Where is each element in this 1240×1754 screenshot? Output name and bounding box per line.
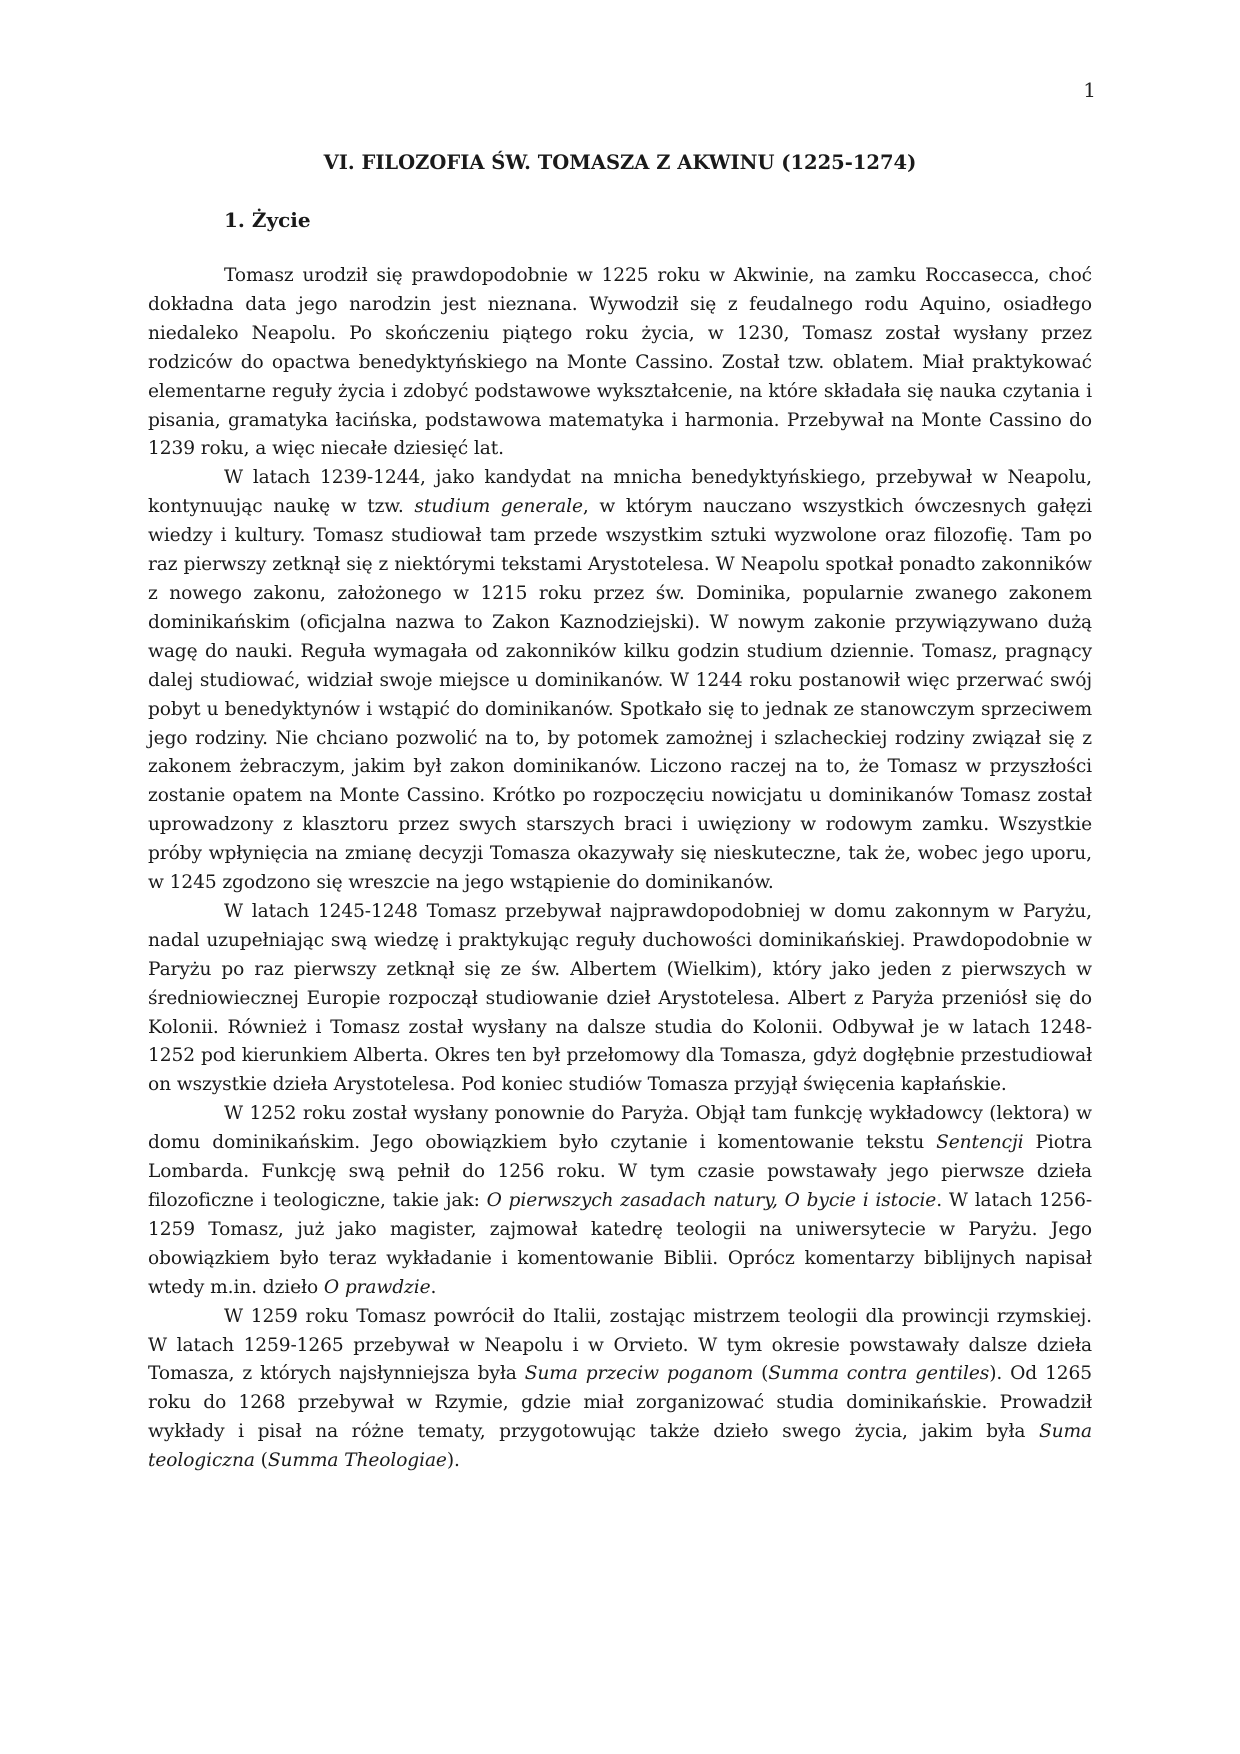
paragraph-text: W latach 1239-1244, jako kandydat na mnicha benedyktyńskiego, przebywał w Neapolu, kontynuując naukę w tzw. xyxy=(148,467,1092,518)
paragraph-text: ). xyxy=(446,1450,460,1472)
paragraph-text: ( xyxy=(254,1450,268,1472)
italic-text: Summa contra gentiles xyxy=(768,1363,990,1385)
paragraph-text: W 1252 roku został wysłany ponownie do Paryża. Objął tam funkcję wykładowcy (lektora) w domu dominikańskim. Jego obowiązkiem było czytanie i komentowanie tekstu xyxy=(148,1103,1092,1154)
paragraph xyxy=(148,1100,1092,1302)
paragraph-text: Tomasz urodził się prawdopodobnie w 1225 roku w Akwinie, na zamku Roccasecca, choć dokładna data jego narodzin jest nieznana. Wywodził się z feudalnego rodu Aquino, osiadłego niedaleko Neapolu. Po skończeniu piątego roku życia, w 1230, Tomasz został wysłany przez rodziców do opactwa benedyktyńskiego na Monte Cassino. Został tzw. oblatem. Miał praktykować elementarne reguły życia i zdobyć podstawowe wykształcenie, na które składała się nauka czytania i pisania, gramatyka łacińska, podstawowa matematyka i harmonia. Przebywał na Monte Cassino do 1239 roku, a więc niecałe dziesięć lat. xyxy=(148,265,1092,460)
paragraph-text: . xyxy=(430,1276,437,1298)
paragraph-text: W latach 1245-1248 Tomasz przebywał najprawdopodobniej w domu zakonnym w Paryżu, nadal uzupełniając swą wiedzę i praktykując reguły duchowości dominikańskiej. Prawdopodobnie w Paryżu po raz pierwszy zetknął się ze św. Albertem (Wielkim), który jako jeden z pierwszych w średniowiecznej Europie rozpoczął studiowanie dzieł Arystotelesa. Albert z Paryża przeniósł się do Kolonii. Również i Tomasz został wysłany na dalsze studia do Kolonii. Odbywał je w latach 1248-1252 pod kierunkiem Alberta. Okres ten był przełomowy dla Tomasza, gdyż dogłębnie przestudiował on wszystkie dzieła Arystotelesa. Pod koniec studiów Tomasza przyjął święcenia kapłańskie. xyxy=(148,900,1092,1096)
paragraph-text: W 1259 roku Tomasz powrócił do Italii, zostając mistrzem teologii dla prowincji rzymskiej. W latach 1259-1265 przebywał w Neapolu i w Orvieto. W tym okresie powstawały dalsze dzieła Tomasza, z których najsłynniejsza była xyxy=(148,1305,1092,1385)
italic-text: studium generale xyxy=(414,496,583,518)
page-title: VI. FILOZOFIA ŚW. TOMASZA Z AKWINU (1225-1274) xyxy=(323,151,917,174)
paragraph-text: ). Od 1265 roku do 1268 przebywał w Rzymie, gdzie miał zorganizować studia dominikańskie. Prowadził wykłady i pisał na różne tematy, przygotowując także dzieło swego życia, jakim była xyxy=(148,1363,1092,1443)
italic-text: Summa Theologiae xyxy=(267,1450,447,1472)
italic-text: O prawdzie xyxy=(323,1276,431,1298)
body-text xyxy=(148,262,1092,1476)
italic-text: Suma przeciw poganom xyxy=(524,1363,754,1385)
paragraph xyxy=(148,1303,1092,1476)
italic-text: Suma teologiczna xyxy=(148,1421,1092,1472)
page-number: 1 xyxy=(1083,78,1096,102)
paragraph xyxy=(148,464,1092,898)
paragraph xyxy=(148,262,1092,464)
paragraph-text: Piotra Lombarda. Funkcję swą pełnił do 1256 roku. W tym czasie powstawały jego pierwsze dzieła filozoficzne i teologiczne, takie jak: xyxy=(148,1132,1092,1211)
italic-text: O pierwszych zasadach natury, O bycie i istocie xyxy=(486,1190,937,1211)
paragraph-text: , w którym nauczano wszystkich ówczesnych gałęzi wiedzy i kultury. Tomasz studiował tam przede wszystkim sztuki wyzwolone oraz filozofię. Tam po raz pierwszy zetknął się z niektórymi tekstami Arystotelesa. W Neapolu spotkał ponadto zakonników z nowego zakonu, założonego w 1215 roku przez św. Dominika, popularnie zwanego zakonem dominikańskim (oficjalna nazwa to Zakon Kaznodziejski). W nowym zakonie przywiązywano dużą wagę do nauki. Reguła wymagała od zakonników kilku godzin studium dziennie. Tomasz, pragnący dalej studiować, widział swoje miejsce u dominikanów. W 1244 roku postanowił więc przerwać swój pobyt u benedyktynów i wstąpić do dominikanów. Spotkało się to jednak ze stanowczym sprzeciwem jego rodziny. Nie chciano pozwolić na to, by potomek zamożnej i szlacheckiej rodziny związał się z zakonem żebraczym, jakim był zakon dominikanów. Liczono raczej na to, że Tomasz w przyszłości zostanie opatem na Monte Cassino. Krótko po rozpoczęciu nowicjatu u dominikanów Tomasz został uprowadzony z klasztoru przez swych starszych braci i uwięziony w rodowym zamku. Wszystkie próby wpłynięcia na zmianę decyzji Tomasza okazywały się nieskuteczne, tak że, wobec jego uporu, w 1245 zgodzono się wreszcie na jego wstąpienie do dominikanów. xyxy=(148,496,1092,894)
paragraph-text: . W latach 1256-1259 Tomasz, już jako magister, zajmował katedrę teologii na uniwersytecie w Paryżu. Jego obowiązkiem było teraz wykładanie i komentowanie Biblii. Oprócz komentarzy biblijnych napisał wtedy m.in. dzieło xyxy=(148,1190,1093,1298)
paragraph xyxy=(148,898,1092,1100)
italic-text: Sentencji xyxy=(936,1132,1024,1154)
section-heading: 1. Życie xyxy=(224,208,311,232)
paragraph-text: ( xyxy=(753,1363,769,1385)
